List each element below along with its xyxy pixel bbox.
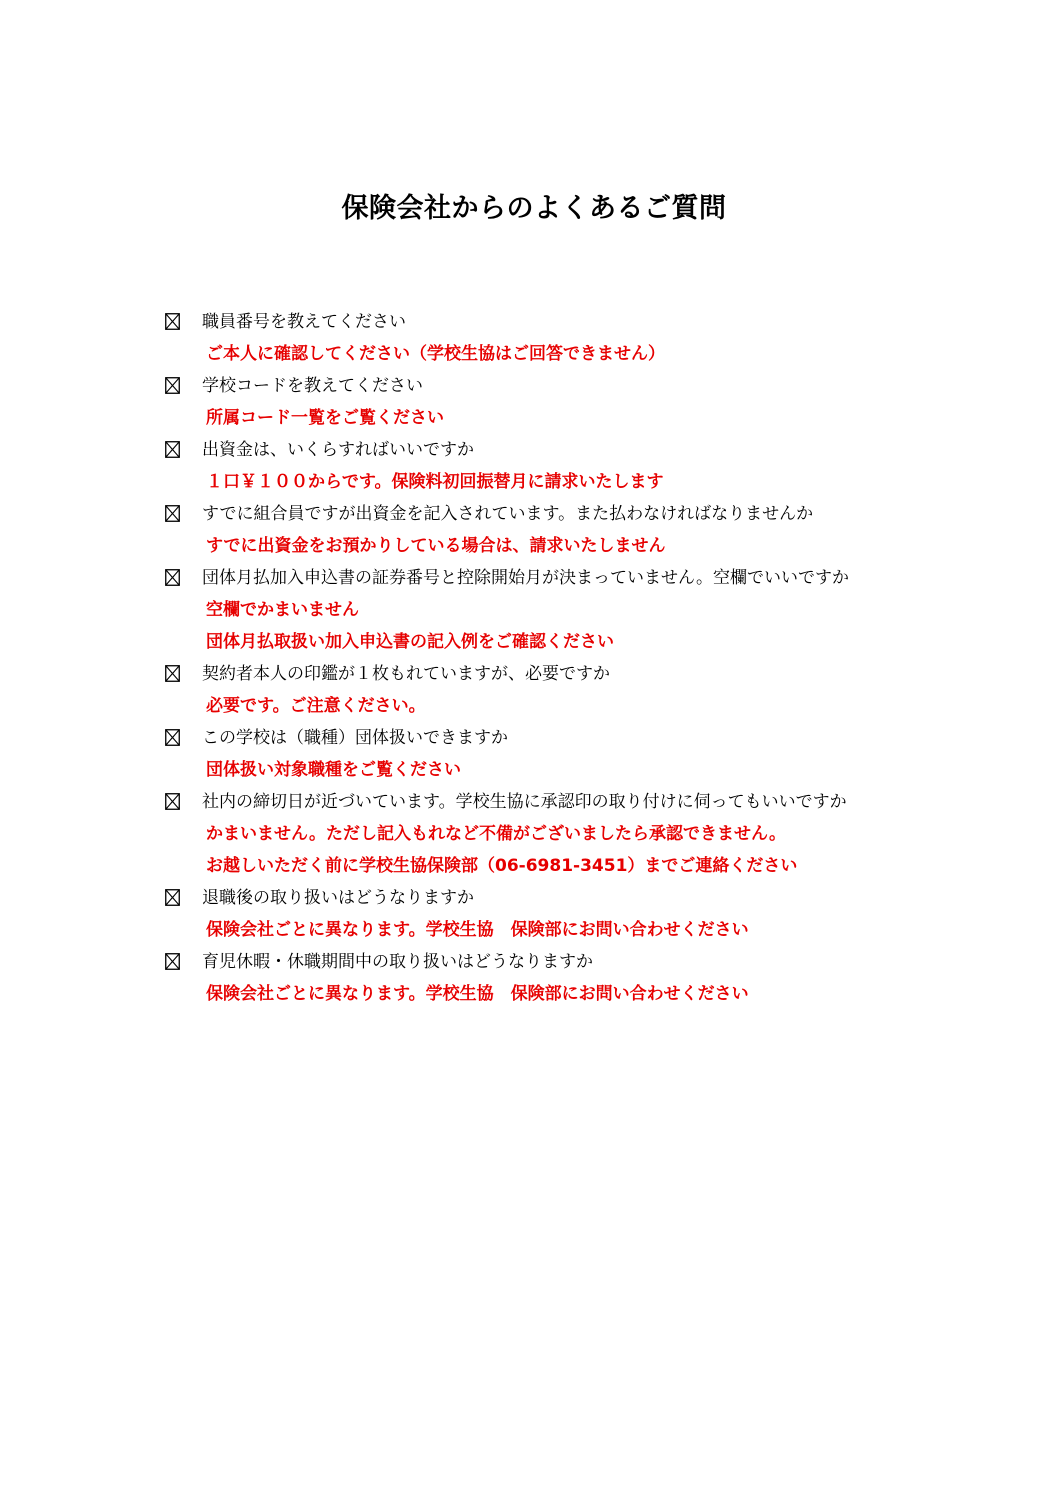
faq-answer: かまいません。ただし記入もれなど不備がございましたら承認できません。 — [206, 824, 787, 844]
faq-answer: すでに出資金をお預かりしている場合は、請求いたしません — [206, 536, 666, 556]
faq-item — [163, 562, 983, 658]
faq-answer: 所属コード一覧をご覧ください — [206, 408, 444, 428]
faq-answer: ご本人に確認してください（学校生協はご回答できません） — [206, 344, 665, 364]
faq-question-row — [163, 562, 983, 594]
faq-question: 団体月払加入申込書の証券番号と控除開始月が決まっていません。空欄でいいですか — [202, 568, 850, 588]
checkbox-icon — [163, 722, 183, 754]
faq-answers — [163, 594, 983, 658]
page-title: 保険会社からのよくあるご質問 — [341, 193, 727, 224]
faq-answer: 保険会社ごとに異なります。学校生協 保険部にお問い合わせください — [206, 920, 749, 940]
checkbox-icon — [163, 786, 183, 818]
faq-item — [163, 946, 983, 1010]
faq-answer: 保険会社ごとに異なります。学校生協 保険部にお問い合わせください — [206, 984, 749, 1004]
faq-question-row — [163, 370, 983, 402]
faq-answers — [163, 338, 983, 370]
checkbox-icon — [163, 434, 183, 466]
faq-question-row — [163, 882, 983, 914]
faq-question-row — [163, 722, 983, 754]
faq-question: 職員番号を教えてください — [202, 312, 406, 332]
faq-item — [163, 370, 983, 434]
checkbox-icon — [163, 498, 183, 530]
faq-question: 育児休暇・休職期間中の取り扱いはどうなりますか — [202, 952, 593, 972]
faq-answers — [163, 466, 983, 498]
faq-question: 契約者本人の印鑑が１枚もれていますが、必要ですか — [202, 664, 610, 684]
checkbox-icon — [163, 946, 183, 978]
faq-question-row — [163, 306, 983, 338]
faq-item — [163, 658, 983, 722]
faq-question: この学校は（職種）団体扱いできますか — [202, 728, 508, 748]
faq-item — [163, 498, 983, 562]
checkbox-icon — [163, 658, 183, 690]
faq-answer: お越しいただく前に学校生協保険部（06-6981-3451）までご連絡ください — [206, 856, 798, 876]
faq-item — [163, 434, 983, 498]
faq-item — [163, 306, 983, 370]
checkbox-icon — [163, 882, 183, 914]
checkbox-icon — [163, 370, 183, 402]
faq-answers — [163, 978, 983, 1010]
faq-question: 社内の締切日が近づいています。学校生協に承認印の取り付けに伺ってもいいですか — [202, 792, 847, 812]
faq-answers — [163, 914, 983, 946]
faq-item — [163, 882, 983, 946]
faq-answer: 必要です。ご注意ください。 — [206, 696, 426, 716]
faq-item — [163, 786, 983, 882]
faq-answers — [163, 818, 983, 882]
faq-question-row — [163, 946, 983, 978]
faq-answer: 団体扱い対象職種をご覧ください — [206, 760, 461, 780]
checkbox-icon — [163, 306, 183, 338]
faq-answers — [163, 754, 983, 786]
checkbox-icon — [163, 562, 183, 594]
faq-question: すでに組合員ですが出資金を記入されています。また払わなければなりませんか — [202, 504, 814, 524]
faq-question: 退職後の取り扱いはどうなりますか — [202, 888, 474, 908]
faq-question-row — [163, 498, 983, 530]
faq-answers — [163, 530, 983, 562]
faq-item — [163, 722, 983, 786]
faq-question-row — [163, 658, 983, 690]
faq-question: 出資金は、いくらすればいいですか — [202, 440, 474, 460]
faq-answer: １口￥１００からです。保険料初回振替月に請求いたします — [206, 472, 664, 492]
faq-answers — [163, 402, 983, 434]
faq-list — [163, 306, 983, 1010]
faq-question: 学校コードを教えてください — [202, 376, 423, 396]
faq-question-row — [163, 434, 983, 466]
faq-answer: 団体月払取扱い加入申込書の記入例をご確認ください — [206, 632, 614, 652]
faq-answer: 空欄でかまいません — [206, 600, 359, 620]
faq-question-row — [163, 786, 983, 818]
faq-answers — [163, 690, 983, 722]
